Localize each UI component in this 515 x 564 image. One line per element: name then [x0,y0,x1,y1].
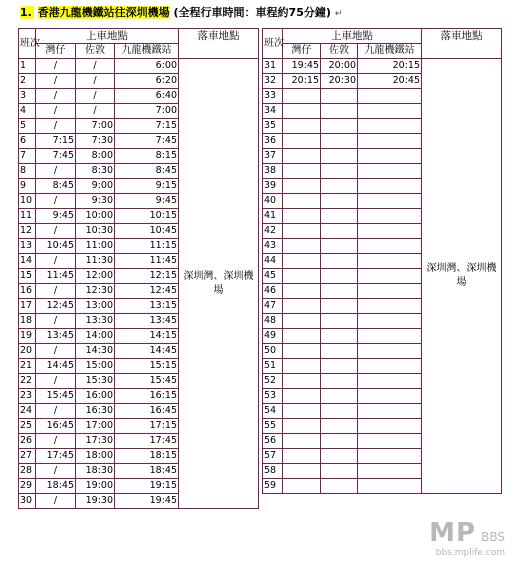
departure-time: 9:45 [36,209,76,224]
departure-time: 17:45 [36,449,76,464]
header-ban-ci: 班次 [263,29,283,59]
departure-time [321,464,358,479]
departure-time: / [36,224,76,239]
departure-time: 18:45 [36,479,76,494]
trip-number: 42 [263,224,283,239]
trip-number: 30 [19,494,36,509]
trip-number: 20 [19,344,36,359]
departure-time: / [36,494,76,509]
departure-time [358,179,422,194]
trip-number: 33 [263,89,283,104]
departure-time: / [36,104,76,119]
departure-time: 14:45 [36,359,76,374]
header-dropoff: 落車地點 [179,29,259,59]
departure-time: 17:45 [115,434,179,449]
departure-time: 8:45 [115,164,179,179]
trip-number: 26 [19,434,36,449]
departure-time [321,434,358,449]
departure-time: 18:00 [76,449,115,464]
trip-number: 41 [263,209,283,224]
departure-time [358,359,422,374]
departure-time: 9:00 [76,179,115,194]
departure-time: 14:15 [115,329,179,344]
departure-time [358,389,422,404]
departure-time: 13:45 [115,314,179,329]
departure-time [321,209,358,224]
trip-number: 55 [263,419,283,434]
departure-time [283,344,321,359]
departure-time: / [36,464,76,479]
trip-number: 15 [19,269,36,284]
departure-time: 20:30 [321,74,358,89]
trip-number: 40 [263,194,283,209]
departure-time [321,224,358,239]
trip-number: 12 [19,224,36,239]
departure-time [358,104,422,119]
departure-time: 15:45 [36,389,76,404]
departure-time [358,314,422,329]
departure-time [321,479,358,494]
departure-time [321,254,358,269]
departure-time [358,194,422,209]
departure-time [283,434,321,449]
departure-time: 7:30 [76,134,115,149]
departure-time [283,314,321,329]
departure-time: / [36,254,76,269]
departure-time [283,479,321,494]
trip-number: 17 [19,299,36,314]
trip-number: 56 [263,434,283,449]
trip-number: 58 [263,464,283,479]
departure-time: 7:45 [36,149,76,164]
departure-time [358,119,422,134]
departure-time [321,149,358,164]
departure-time [283,224,321,239]
departure-time: 6:00 [115,59,179,74]
departure-time: 9:30 [76,194,115,209]
departure-time [358,449,422,464]
departure-time: 20:15 [283,74,321,89]
departure-time [321,314,358,329]
departure-time [283,464,321,479]
departure-time: 15:00 [76,359,115,374]
departure-time [358,479,422,494]
trip-number: 38 [263,164,283,179]
departure-time: 13:00 [76,299,115,314]
departure-time [321,179,358,194]
departure-time [283,89,321,104]
departure-time [283,149,321,164]
departure-time [358,254,422,269]
trip-number: 51 [263,359,283,374]
departure-time: 16:45 [36,419,76,434]
header-boarding: 上車地點 [283,29,422,44]
departure-time: / [76,104,115,119]
departure-time: 20:15 [358,59,422,74]
departure-time: / [36,194,76,209]
departure-time [321,89,358,104]
trip-number: 6 [19,134,36,149]
departure-time: 15:30 [76,374,115,389]
departure-time [321,404,358,419]
departure-time [358,404,422,419]
departure-time [358,344,422,359]
header-stop-jordan: 佐敦 [321,44,358,59]
trip-number: 29 [19,479,36,494]
departure-time: / [76,59,115,74]
trip-number: 31 [263,59,283,74]
departure-time: / [76,89,115,104]
table-row [263,59,502,74]
departure-time [283,119,321,134]
header-dropoff: 落車地點 [422,29,502,59]
departure-time [283,449,321,464]
departure-time: 10:15 [115,209,179,224]
departure-time: 16:30 [76,404,115,419]
departure-time: 7:00 [115,104,179,119]
departure-time [283,104,321,119]
trip-number: 14 [19,254,36,269]
departure-time [321,104,358,119]
destination-cell: 深圳灣、深圳機場 [179,59,259,509]
trip-number: 50 [263,344,283,359]
trip-number: 24 [19,404,36,419]
departure-time [358,164,422,179]
trip-number: 44 [263,254,283,269]
departure-time: 13:45 [36,329,76,344]
departure-time [283,404,321,419]
trip-number: 7 [19,149,36,164]
departure-time: 11:45 [115,254,179,269]
departure-time [358,434,422,449]
table-row [19,59,259,74]
departure-time [321,359,358,374]
departure-time: / [36,404,76,419]
header-boarding: 上車地點 [36,29,179,44]
departure-time: 10:30 [76,224,115,239]
departure-time: 18:30 [76,464,115,479]
departure-time: 8:30 [76,164,115,179]
trip-number: 8 [19,164,36,179]
departure-time: 18:15 [115,449,179,464]
departure-time [283,299,321,314]
departure-time: 17:00 [76,419,115,434]
departure-time [283,374,321,389]
trip-number: 1 [19,59,36,74]
trip-number: 19 [19,329,36,344]
departure-time [283,239,321,254]
departure-time: 19:00 [76,479,115,494]
header-ban-ci: 班次 [19,29,36,59]
trip-number: 47 [263,299,283,314]
departure-time: / [36,434,76,449]
departure-time [283,329,321,344]
departure-time [358,149,422,164]
departure-time [321,389,358,404]
departure-time: 16:00 [76,389,115,404]
trip-number: 49 [263,329,283,344]
departure-time [358,299,422,314]
departure-time [358,89,422,104]
trip-number: 53 [263,389,283,404]
departure-time [321,284,358,299]
departure-time [283,284,321,299]
trip-number: 16 [19,284,36,299]
trip-number: 23 [19,389,36,404]
departure-time: 20:45 [358,74,422,89]
departure-time [321,164,358,179]
departure-time [358,374,422,389]
schedule-table-right [262,28,502,494]
departure-time [358,284,422,299]
trip-number: 4 [19,104,36,119]
departure-time: 6:40 [115,89,179,104]
trip-number: 21 [19,359,36,374]
departure-time [283,269,321,284]
departure-time: 12:00 [76,269,115,284]
departure-time [283,164,321,179]
departure-time: / [36,284,76,299]
departure-time [358,464,422,479]
departure-time [321,329,358,344]
departure-time [283,134,321,149]
departure-time: 9:15 [115,179,179,194]
schedule-table-left [18,28,259,509]
departure-time: 8:45 [36,179,76,194]
departure-time: 14:00 [76,329,115,344]
departure-time [321,449,358,464]
departure-time [358,419,422,434]
departure-time [321,269,358,284]
departure-time: / [36,119,76,134]
trip-number: 28 [19,464,36,479]
title-number: 1. [20,6,32,19]
departure-time [321,344,358,359]
departure-time: 12:15 [115,269,179,284]
departure-time: 11:30 [76,254,115,269]
trip-number: 46 [263,284,283,299]
departure-time: / [36,74,76,89]
departure-time: 7:15 [36,134,76,149]
departure-time [283,389,321,404]
watermark [429,518,505,558]
departure-time: / [36,89,76,104]
departure-time: 17:15 [115,419,179,434]
departure-time: 8:00 [76,149,115,164]
trip-number: 18 [19,314,36,329]
departure-time [358,329,422,344]
departure-time: 12:30 [76,284,115,299]
watermark-url: bbs.mplife.com [435,548,505,558]
departure-time [321,299,358,314]
departure-time: 20:00 [321,59,358,74]
departure-time: 7:15 [115,119,179,134]
departure-time: 19:15 [115,479,179,494]
watermark-bbs: BBS [481,530,505,544]
trip-number: 54 [263,404,283,419]
trip-number: 57 [263,449,283,464]
destination-cell: 深圳灣、深圳機場 [422,59,502,494]
departure-time [358,239,422,254]
trip-number: 36 [263,134,283,149]
departure-time: 7:45 [115,134,179,149]
departure-time: 19:45 [283,59,321,74]
departure-time: 9:45 [115,194,179,209]
trip-number: 10 [19,194,36,209]
trip-number: 52 [263,374,283,389]
departure-time [358,209,422,224]
departure-time [283,194,321,209]
trip-number: 59 [263,479,283,494]
departure-time [321,134,358,149]
trip-number: 48 [263,314,283,329]
departure-time: / [36,344,76,359]
departure-time [358,269,422,284]
trip-number: 45 [263,269,283,284]
departure-time: 13:15 [115,299,179,314]
trip-number: 37 [263,149,283,164]
departure-time: 12:45 [36,299,76,314]
trip-number: 35 [263,119,283,134]
departure-time [283,179,321,194]
trip-number: 34 [263,104,283,119]
departure-time: 19:30 [76,494,115,509]
departure-time: 19:45 [115,494,179,509]
title-paragraph-mark: ↵ [334,9,343,19]
departure-time [321,194,358,209]
trip-number: 2 [19,74,36,89]
departure-time: 15:15 [115,359,179,374]
departure-time: / [36,374,76,389]
trip-number: 11 [19,209,36,224]
document-title [20,5,342,21]
departure-time: 17:30 [76,434,115,449]
trip-number: 25 [19,419,36,434]
departure-time [321,374,358,389]
header-stop-wanchai: 灣仔 [36,44,76,59]
trip-number: 3 [19,89,36,104]
departure-time [283,419,321,434]
departure-time [283,254,321,269]
departure-time: 6:20 [115,74,179,89]
departure-time: 18:45 [115,464,179,479]
title-note: (全程行車時間：車程約75分鐘) [173,6,331,19]
departure-time: / [36,59,76,74]
header-stop-kowloon-station: 九龍機鐵站 [358,44,422,59]
departure-time: 11:15 [115,239,179,254]
departure-time: 15:45 [115,374,179,389]
departure-time: 16:45 [115,404,179,419]
trip-number: 22 [19,374,36,389]
title-route: 香港九龍機鐵站往深圳機場 [37,6,170,19]
watermark-logo: MP [429,518,477,548]
departure-time: / [36,314,76,329]
departure-time: 14:45 [115,344,179,359]
departure-time: 11:00 [76,239,115,254]
header-stop-kowloon-station: 九龍機鐵站 [115,44,179,59]
departure-time: 8:15 [115,149,179,164]
departure-time [321,239,358,254]
departure-time: 13:30 [76,314,115,329]
departure-time [358,134,422,149]
trip-number: 13 [19,239,36,254]
departure-time: 12:45 [115,284,179,299]
trip-number: 43 [263,239,283,254]
departure-time: 11:45 [36,269,76,284]
departure-time: 10:00 [76,209,115,224]
trip-number: 5 [19,119,36,134]
departure-time: 7:00 [76,119,115,134]
header-stop-wanchai: 灣仔 [283,44,321,59]
trip-number: 39 [263,179,283,194]
departure-time: 10:45 [36,239,76,254]
trip-number: 9 [19,179,36,194]
header-stop-jordan: 佐敦 [76,44,115,59]
trip-number: 27 [19,449,36,464]
departure-time: 14:30 [76,344,115,359]
departure-time: 10:45 [115,224,179,239]
departure-time [321,419,358,434]
departure-time: / [36,164,76,179]
departure-time [358,224,422,239]
departure-time [321,119,358,134]
departure-time: 16:15 [115,389,179,404]
departure-time: / [76,74,115,89]
departure-time [283,209,321,224]
trip-number: 32 [263,74,283,89]
departure-time [283,359,321,374]
